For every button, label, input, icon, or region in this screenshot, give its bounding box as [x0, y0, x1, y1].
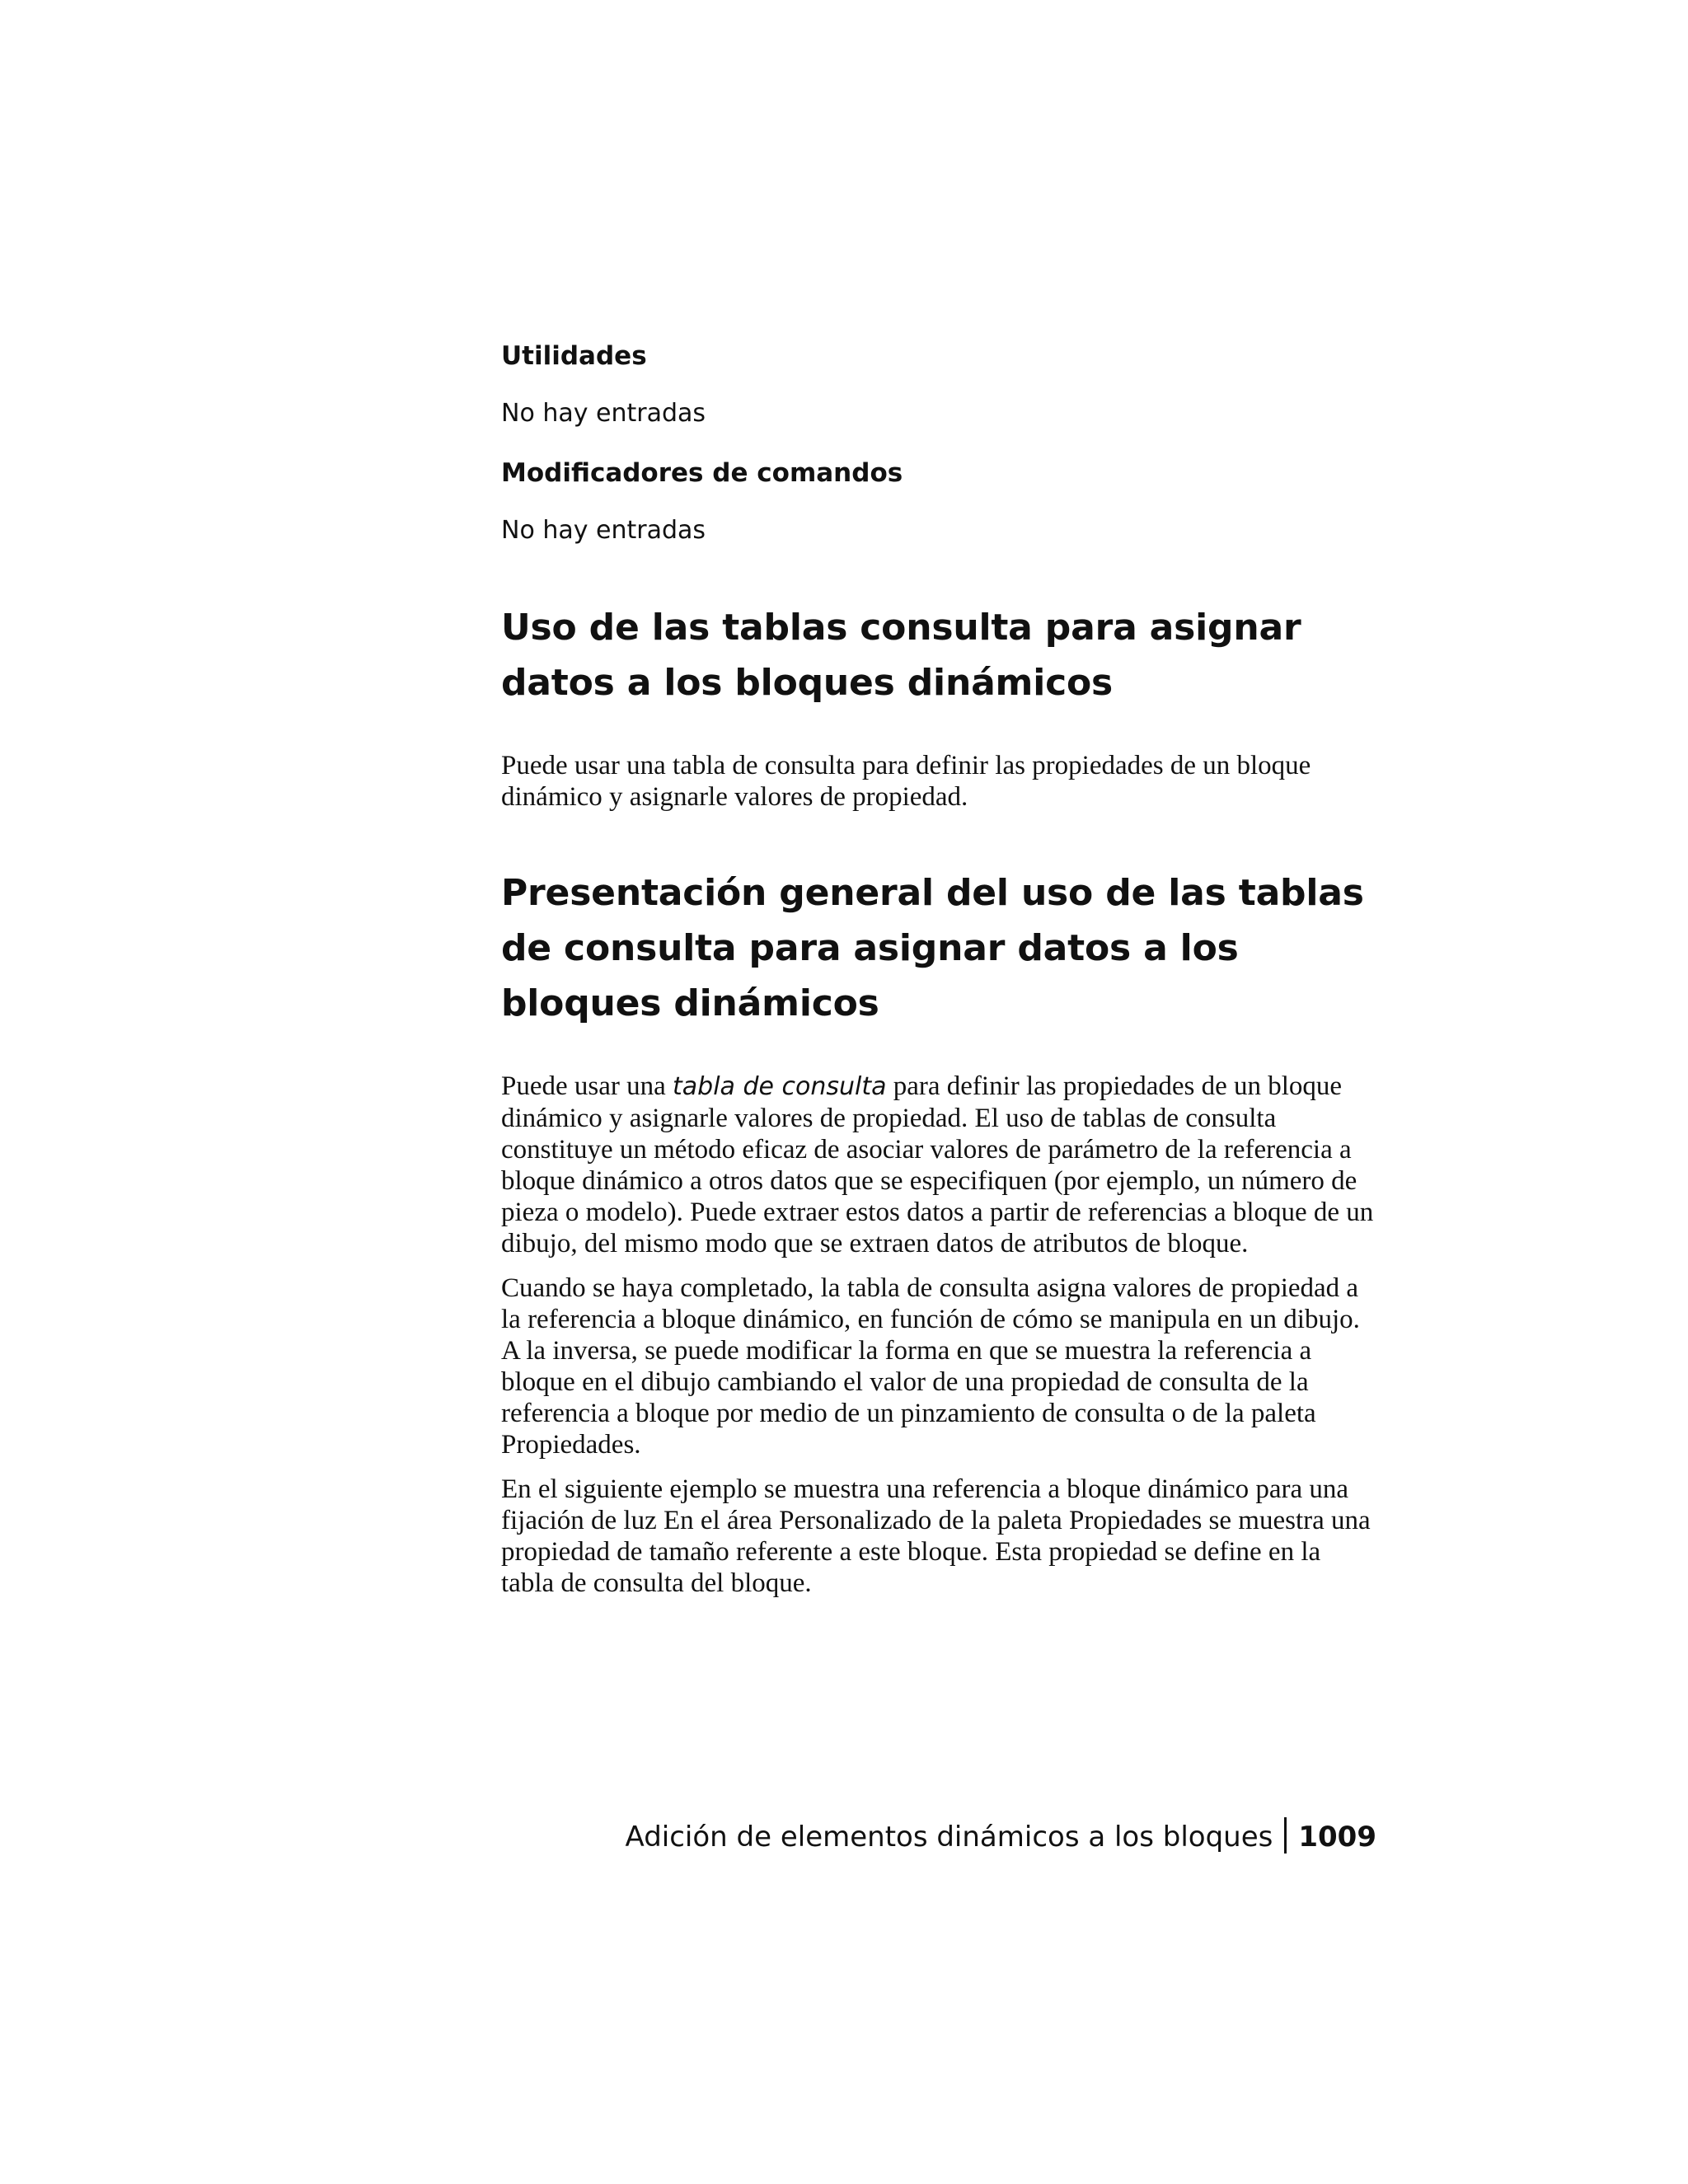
footer-chapter-title: Adición de elementos dinámicos a los bloques: [625, 1821, 1273, 1854]
page-content: [501, 340, 1376, 1599]
footer-separator: [1284, 1817, 1287, 1854]
page-number: 1009: [1298, 1821, 1376, 1854]
command-modifiers-text: No hay entradas: [501, 516, 706, 545]
overview-paragraph-1: [501, 1071, 1376, 1259]
overview-paragraph-2: Cuando se haya completado, la tabla de consulta asigna valores de propiedad a la referencia a bloque dinámico, en función de cómo se manipula en un dibujo. A la inversa, se puede modificar la forma en que se muestra la referencia a bloque en el dibujo cambiando el valor de una propiedad de consulta de la referencia a bloque por medio de un pinzamiento de consulta o de la paleta Propiedades.: [501, 1273, 1360, 1460]
section-title-overview: Presentación general del uso de las tablas de consulta para asignar datos a los bloques dinámicos: [501, 872, 1364, 1024]
page-footer: [626, 1817, 1376, 1855]
section-intro-paragraph: Puede usar una tabla de consulta para definir las propiedades de un bloque dinámico y asignarle valores de propiedad.: [501, 751, 1311, 812]
utilities-text: No hay entradas: [501, 399, 706, 428]
lookup-table-term: tabla de consulta: [673, 1072, 887, 1101]
overview-paragraph-3: En el siguiente ejemplo se muestra una referencia a bloque dinámico para una fijación de luz En el área Personalizado de la paleta Propiedades se muestra una propiedad de tamaño referente a este bloque. Esta propiedad se define en la tabla de consulta del bloque.: [501, 1474, 1371, 1598]
overview-p1-start: Puede usar una: [501, 1071, 673, 1101]
overview-p1-rest: para definir las propiedades de un bloque dinámico y asignarle valores de propiedad. El uso de tablas de consulta constituye un método eficaz de asociar valores de parámetro de la referencia a bloque dinámico a otros datos que se especifiquen (por ejemplo, un número de pieza o modelo). Puede extraer estos datos a partir de referencias a bloque de un dibujo, del mismo modo que se extraen datos de atributos de bloque.: [501, 1071, 1374, 1258]
section-title-lookup-tables: Uso de las tablas consulta para asignar datos a los bloques dinámicos: [501, 607, 1301, 704]
utilities-heading: Utilidades: [501, 341, 647, 371]
command-modifiers-heading: Modificadores de comandos: [501, 458, 903, 488]
